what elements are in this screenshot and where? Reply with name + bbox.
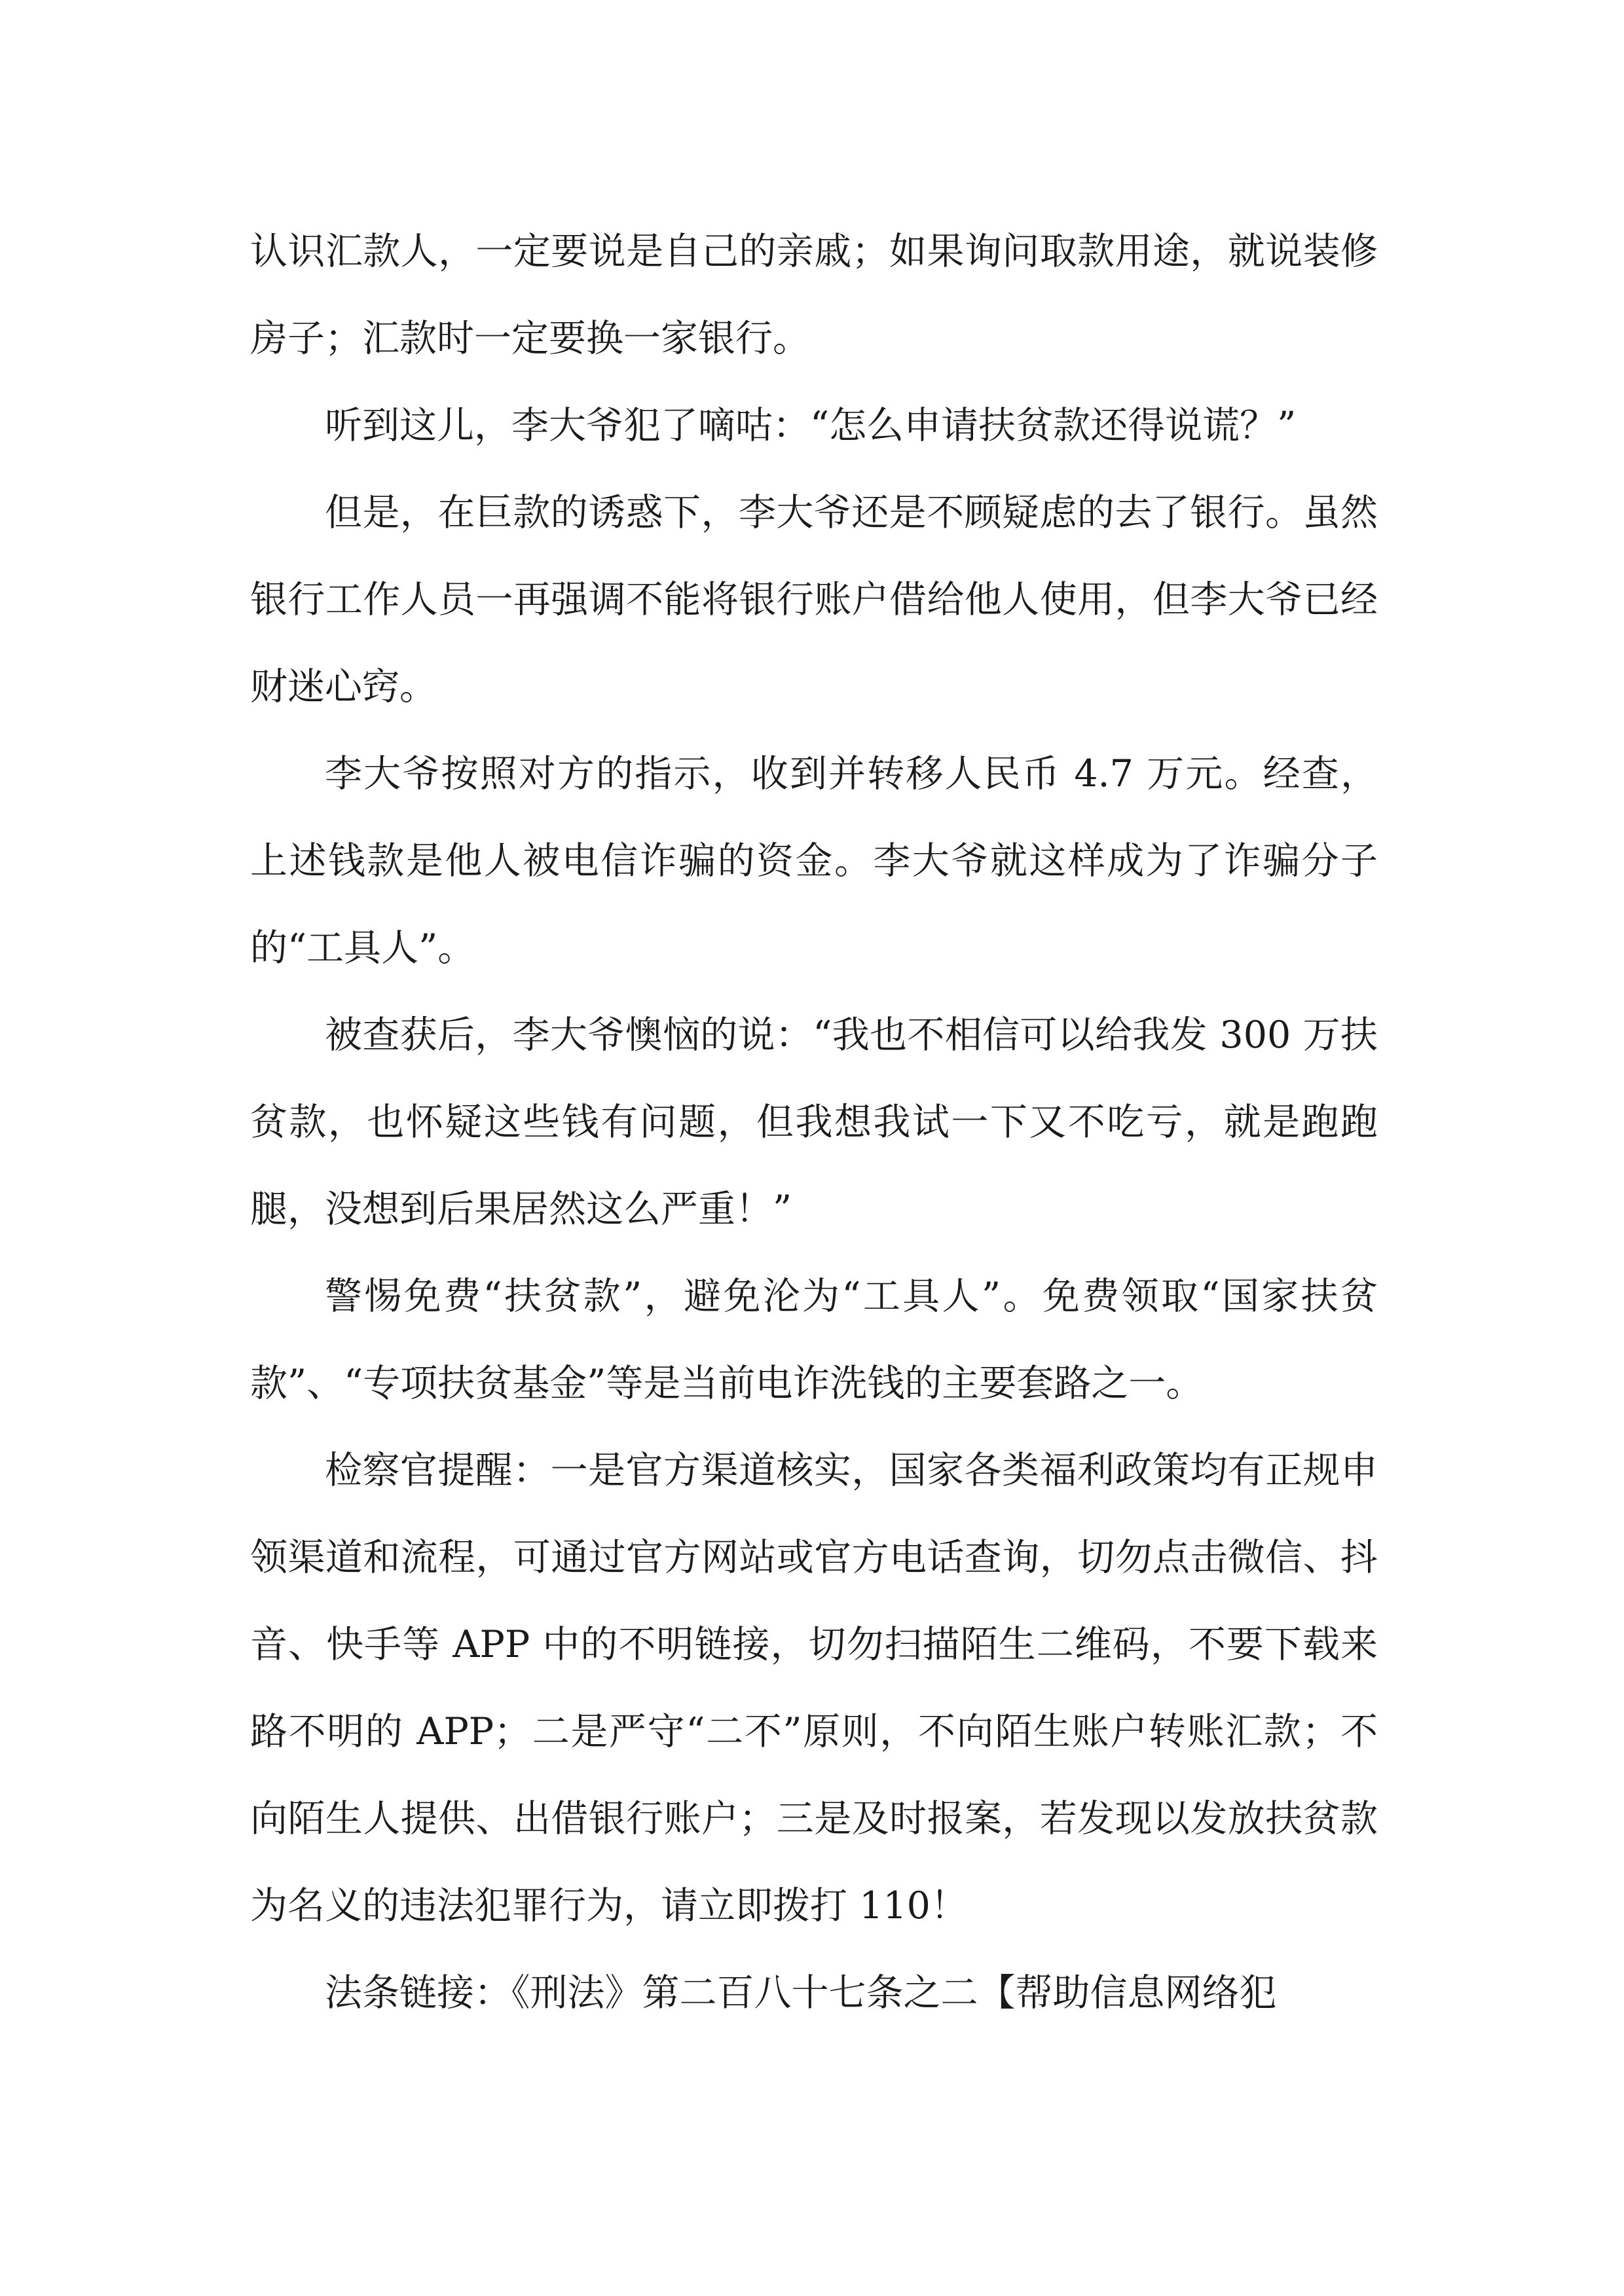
paragraph-4: 李大爷按照对方的指示，收到并转移人民币 4.7 万元。经查，上述钱款是他人被电信诈骗的资金。李大爷就这样成为了诈骗分子的“工具人”。 — [250, 752, 1378, 970]
paragraph-8: 法条链接：《刑法》第二百八十七条之二【帮助信息网络犯 — [325, 1971, 1277, 2014]
paragraph-2: 听到这儿，李大爷犯了嘀咕：“怎么申请扶贫款还得说谎？” — [325, 404, 1297, 447]
paragraph-7: 检察官提醒：一是官方渠道核实，国家各类福利政策均有正规申领渠道和流程，可通过官方网站或官方电话查询，切勿点击微信、抖音、快手等 APP 中的不明链接，切勿扫描陌生二维码，不要下载来路不明的 APP；二是严守“二不”原则，不向陌生账户转账汇款；不向陌生人提供、出借银行账户；三是及时报案，若发现以发放扶贫款为名义的违法犯罪行为，请立即拨打 110！ — [250, 1449, 1378, 1927]
document-body — [250, 208, 1378, 2037]
paragraph-6: 警惕免费“扶贫款”，避免沦为“工具人”。免费领取“国家扶贫款”、“专项扶贫基金”等是当前电诈洗钱的主要套路之一。 — [250, 1275, 1378, 1405]
paragraph-1: 认识汇款人，一定要说是自己的亲戚；如果询问取款用途，就说装修房子；汇款时一定要换一家银行。 — [250, 230, 1378, 360]
paragraph-5: 被查获后，李大爷懊恼的说：“我也不相信可以给我发 300 万扶贫款，也怀疑这些钱有问题，但我想我试一下又不吃亏，就是跑跑腿，没想到后果居然这么严重！” — [250, 1013, 1378, 1231]
paragraph-3: 但是，在巨款的诱惑下，李大爷还是不顾疑虑的去了银行。虽然银行工作人员一再强调不能将银行账户借给他人使用，但李大爷已经财迷心窍。 — [250, 491, 1378, 708]
